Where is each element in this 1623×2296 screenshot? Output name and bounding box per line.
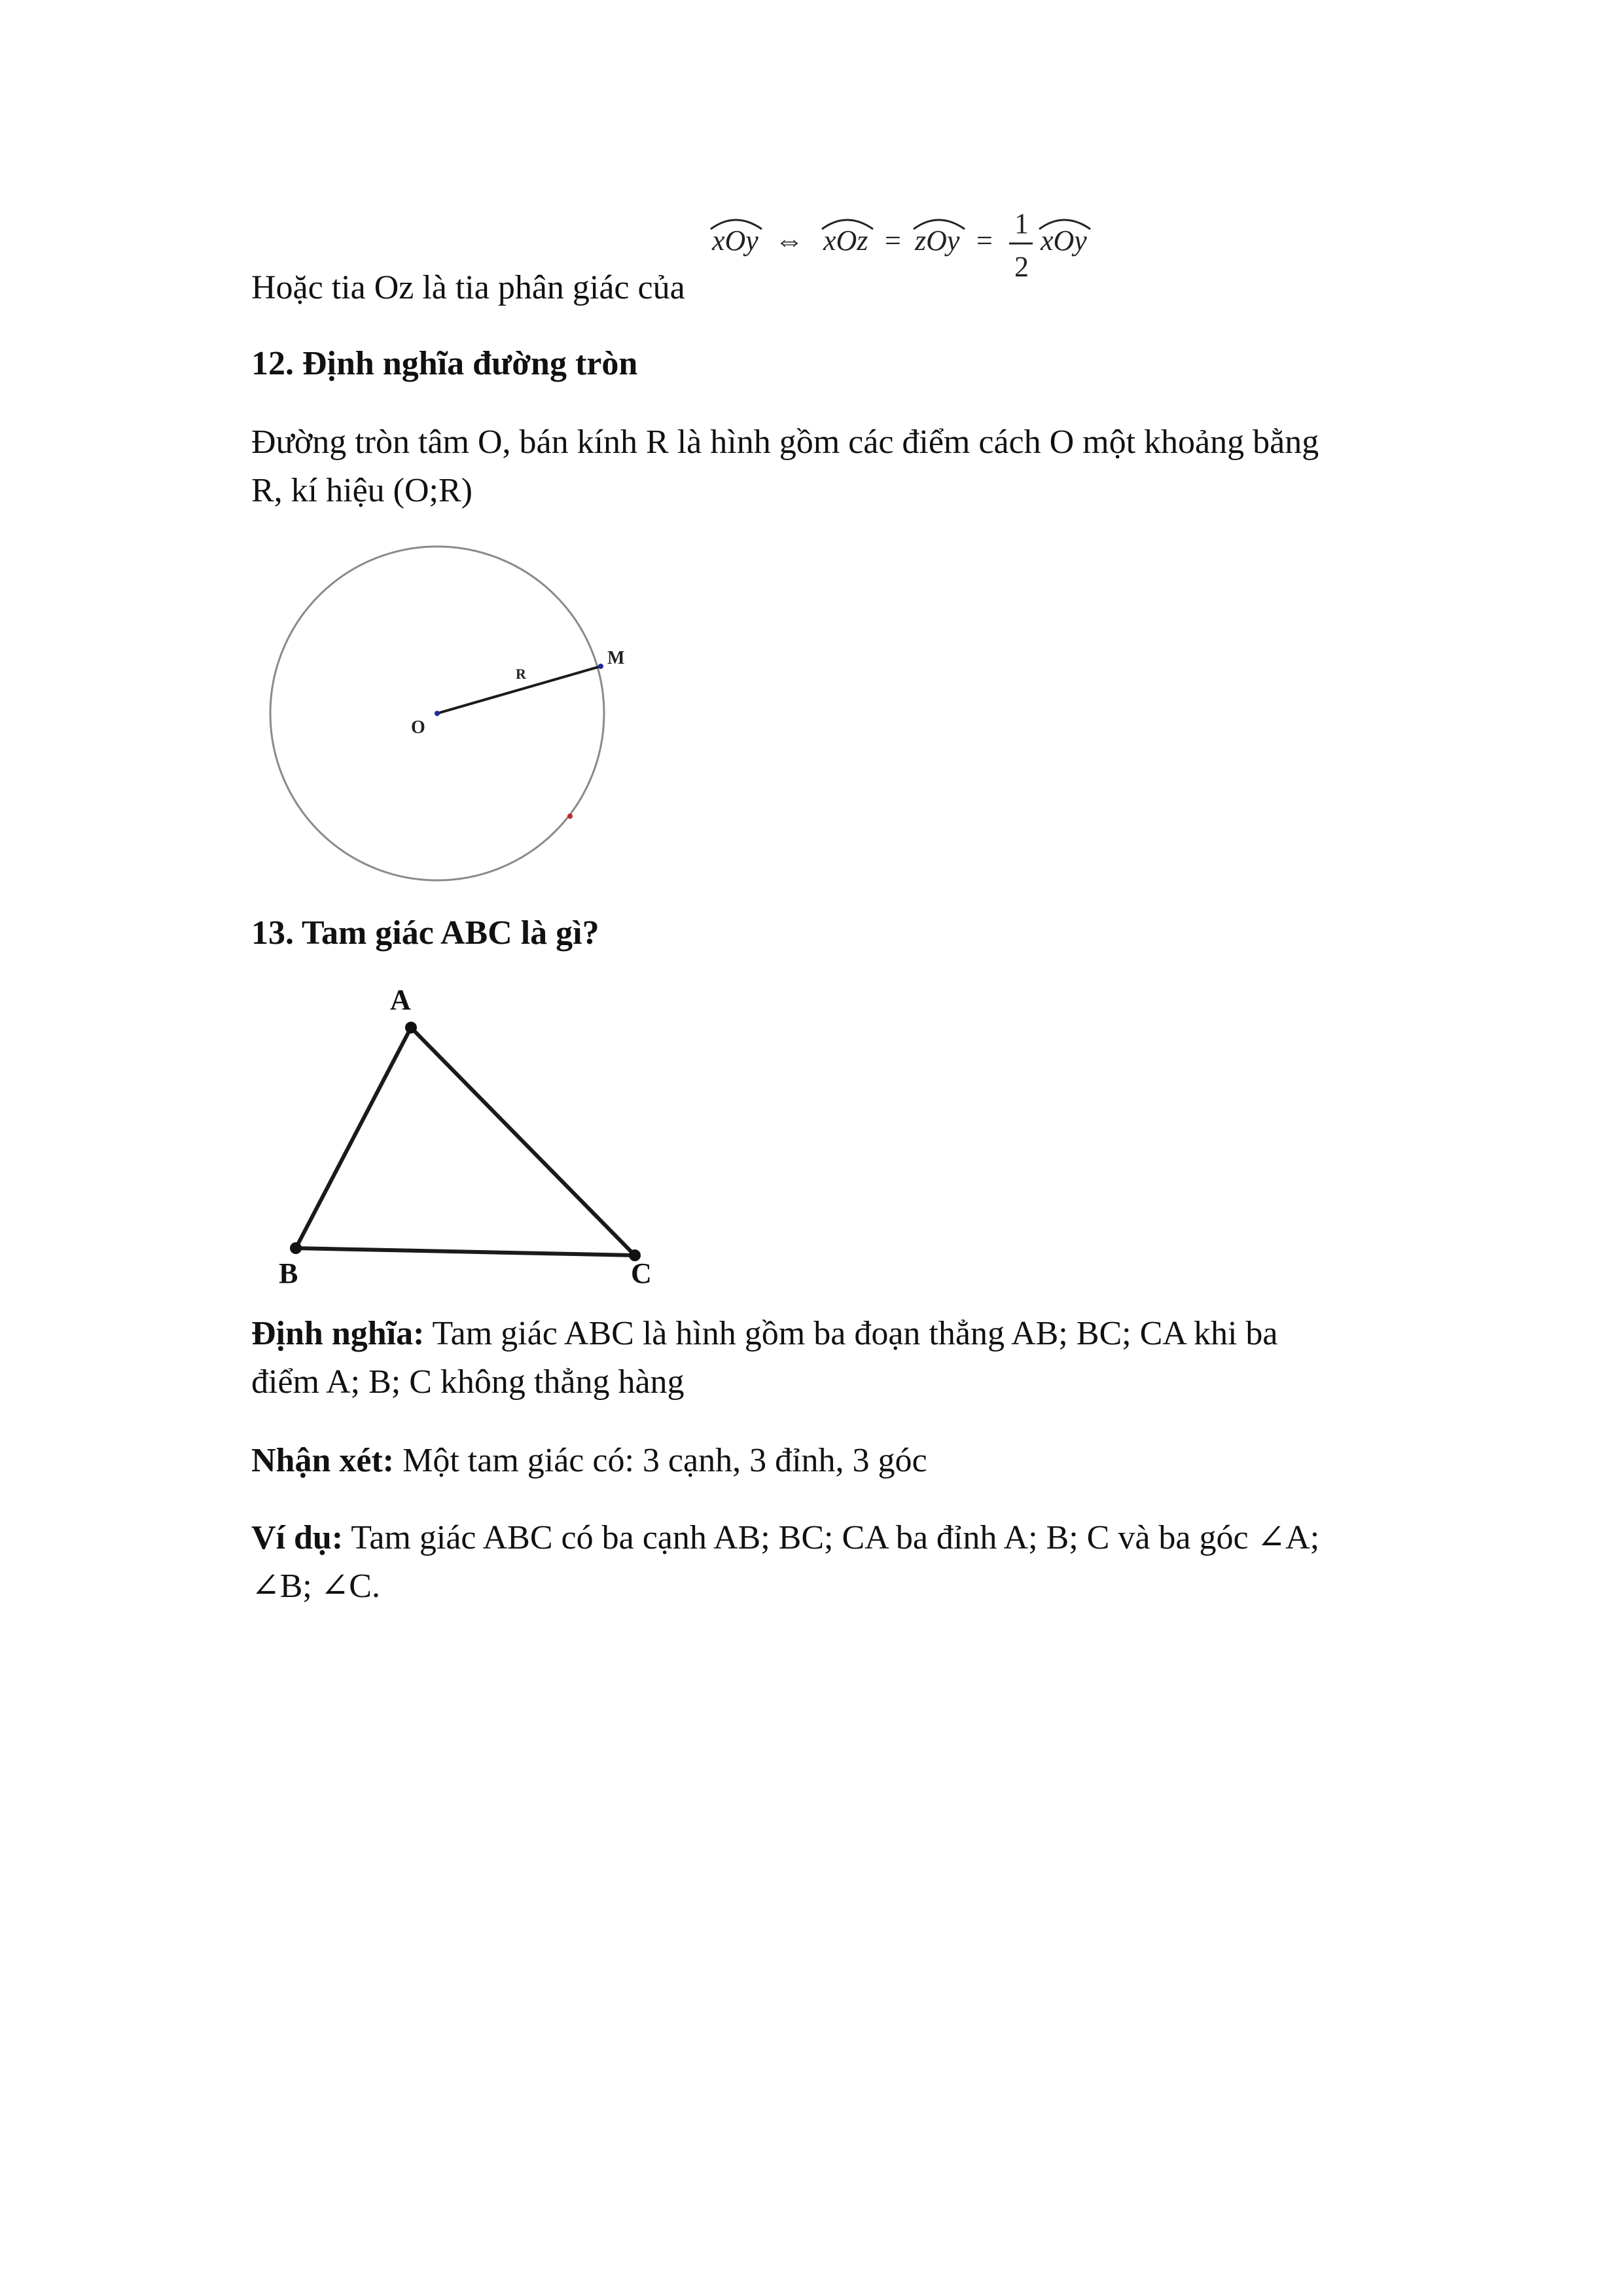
section-13-heading: 13. Tam giác ABC là gì? [251, 914, 599, 952]
vertex-a-dot [405, 1022, 417, 1033]
definition-line-1 [251, 1310, 1383, 1357]
circle-figure [262, 537, 681, 890]
point-m-dot [598, 664, 603, 669]
bisector-text: Hoặc tia Oz là tia phân giác của [251, 269, 685, 306]
formula-angle-main: xOy [712, 224, 758, 257]
red-dot [567, 814, 573, 819]
triangle-figure [268, 975, 687, 1289]
example-text-1: Tam giác ABC có ba cạnh AB; BC; CA ba đỉnh A; B; C và ba góc ∠A; [343, 1519, 1320, 1556]
remark-text: Một tam giác có: 3 cạnh, 3 đỉnh, 3 góc [394, 1442, 927, 1479]
radius-label: R [516, 666, 526, 682]
formula-angle-right: xOy [1041, 224, 1087, 257]
definition-label: Định nghĩa: [251, 1315, 425, 1352]
formula-eq-1: = [885, 224, 901, 257]
triangle-sides [296, 1028, 635, 1255]
definition-text-1: Tam giác ABC là hình gồm ba đoạn thẳng AB; BC; CA khi ba [424, 1315, 1278, 1352]
example-label: Ví dụ: [251, 1519, 344, 1556]
example-line-1 [251, 1515, 1383, 1562]
formula-iff: ⇔ [775, 224, 804, 257]
section-12-para-line-2: R, kí hiệu (O;R) [251, 472, 473, 509]
remark-line [251, 1437, 1383, 1484]
section-12-heading: 12. Định nghĩa đường tròn [251, 345, 638, 382]
example-line-2: ∠B; ∠C. [251, 1568, 380, 1605]
formula-frac-num: 1 [1014, 207, 1029, 240]
center-label: O [411, 717, 425, 738]
section-12-para-line-1: Đường tròn tâm O, bán kính R là hình gồm các điểm cách O một khoảng bằng [251, 423, 1319, 461]
vertex-b-dot [290, 1242, 302, 1254]
center-dot [435, 711, 440, 716]
vertex-c-label: C [631, 1257, 652, 1289]
formula-eq-2: = [976, 224, 993, 257]
point-m-label: M [607, 648, 625, 668]
definition-line-2: điểm A; B; C không thẳng hàng [251, 1363, 685, 1401]
formula-frac-den: 2 [1014, 251, 1029, 283]
formula-angle-left: xOz [823, 224, 868, 257]
vertex-a-label: A [390, 984, 411, 1016]
vertex-b-label: B [279, 1257, 298, 1289]
formula-angle-mid: zOy [915, 224, 960, 257]
remark-label: Nhận xét: [251, 1442, 395, 1479]
